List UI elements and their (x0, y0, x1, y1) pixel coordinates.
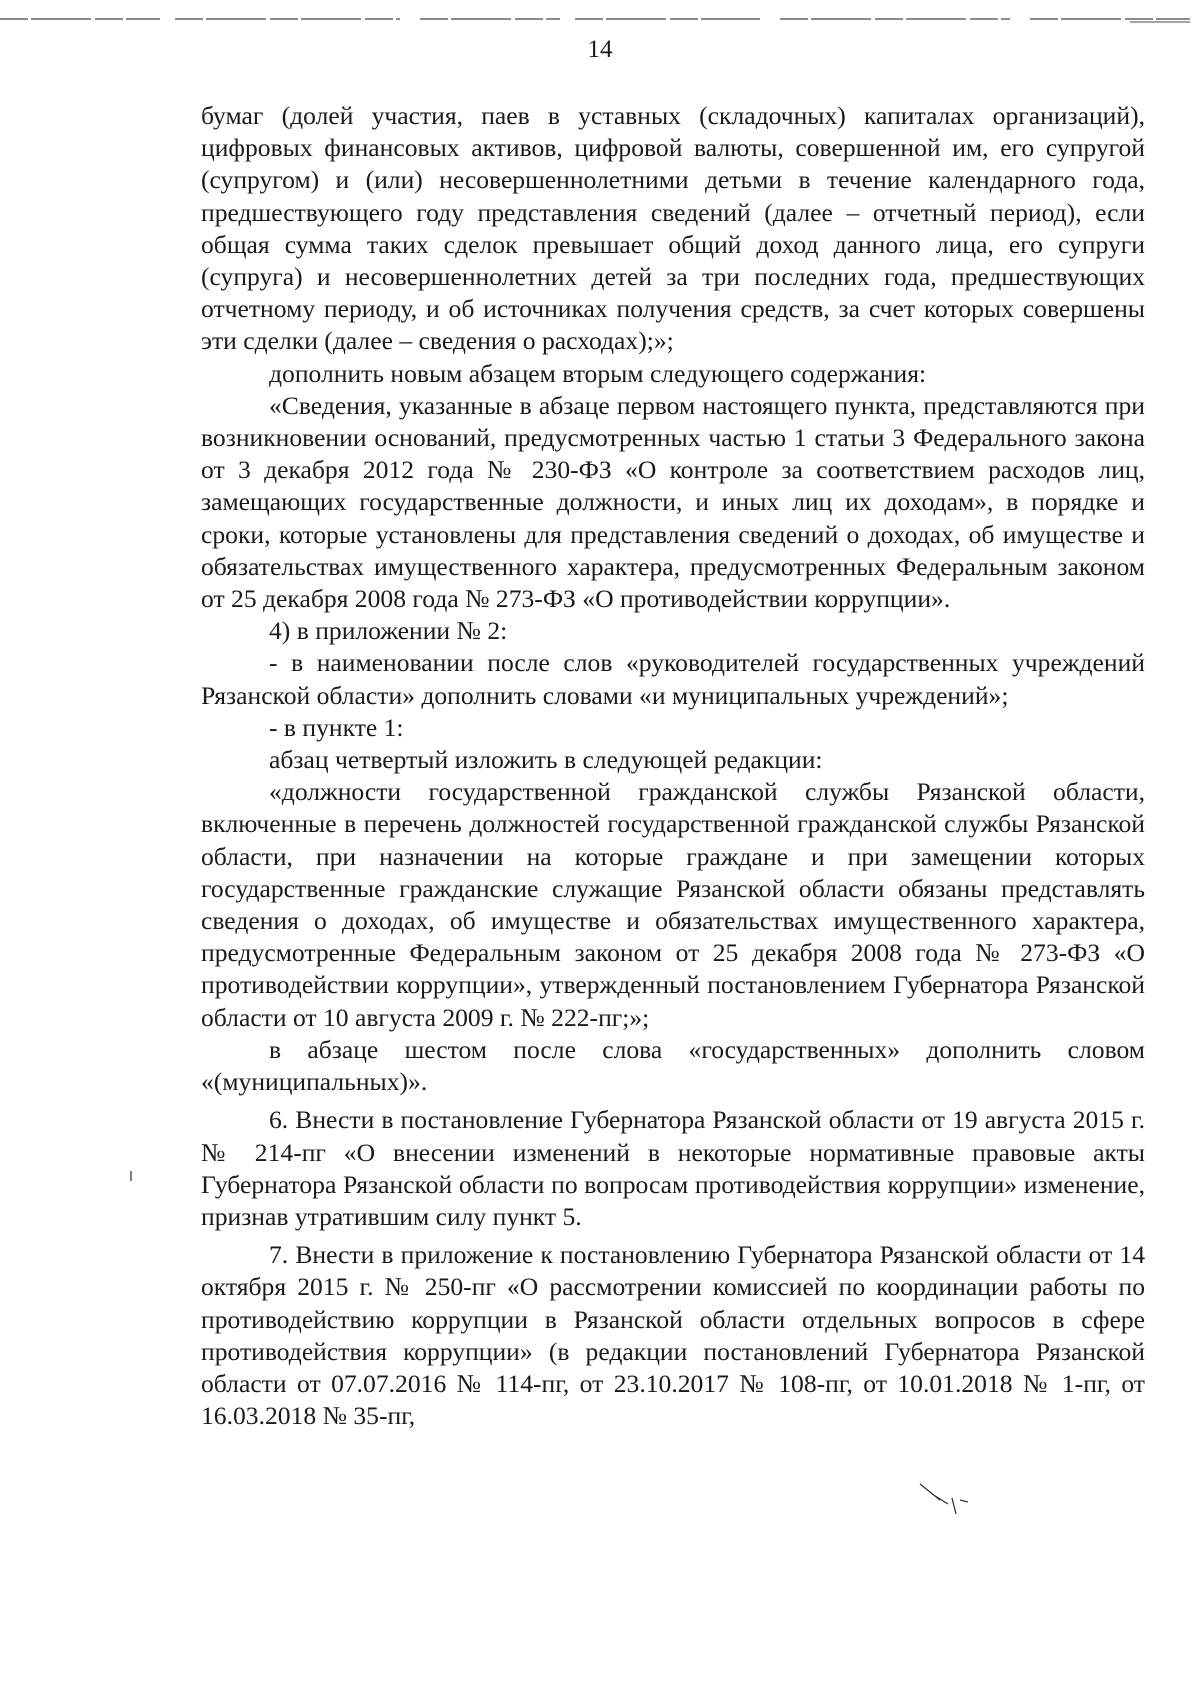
signature-mark (918, 1480, 978, 1520)
paragraph-abzac-chetvertyi: абзац четвертый изложить в следующей редакции: (269, 745, 823, 775)
document-body (201, 100, 1145, 1432)
scan-edge-line (0, 16, 1200, 24)
paragraph-item-4: 4) в приложении № 2: (269, 616, 508, 646)
page-number: 14 (587, 36, 613, 63)
paragraph-quote-svedeniya: «Сведения, указанные в абзаце первом настоящего пункта, представляются при возникновении оснований, предусмотренных частью 1 статьи 3 Федерального закона от 3 декабря 2012 года № 230-ФЗ «О контроле за соответствием расходов лиц, замещающих государственные должности, и иных лиц их доходам», в порядке и сроки, которые установлены для представления сведений о доходах, об имуществе и обязательствах имущественного характера, предусмотренных Федеральным законом от 25 декабря 2008 года № 273-ФЗ «О противодействии коррупции». (201, 390, 1145, 614)
paragraph-punkt-1: - в пункте 1: (269, 712, 404, 742)
paragraph-item-6: 6. Внести в постановление Губернатора Рязанской области от 19 августа 2015 г. № 214-пг «О внесении изменений в некоторые нормативные правовые акты Губернатора Рязанской области по вопросам противодействия коррупции» изменение, признав утратившим силу пункт 5. (201, 1105, 1145, 1231)
paragraph-naimenovanie: - в наименовании после слов «руководителей государственных учреждений Рязанской области» дополнить словами «и муниципальных учреждений»; (201, 648, 1145, 710)
scan-speck (128, 1170, 134, 1182)
paragraph-item-7: 7. Внести в приложение к постановлению Губернатора Рязанской области от 14 октября 2015 г. № 250-пг «О рассмотрении комиссией по координации работы по противодействию коррупции в Рязанской области отдельных вопросов в сфере противодействия коррупции» (в редакции постановлений Губернатора Рязанской области от 07.07.2016 № 114-пг, от 23.10.2017 № 108-пг, от 10.01.2018 № 1-пг, от 16.03.2018 № 35-пг, (201, 1240, 1145, 1431)
paragraph-add-abzac: дополнить новым абзацем вторым следующего содержания: (269, 358, 927, 388)
paragraph-quote-dolzhnosti: «должности государственной гражданской службы Рязанской области, включенные в перечень должностей государственной гражданской службы Рязанской области, при назначении на которые граждане и при замещении которых государственные гражданские служащие Рязанской области обязаны представлять сведения о доходах, об имуществе и обязательствах имущественного характера, предусмотренные Федеральным законом от 25 декабря 2008 года № 273-ФЗ «О противодействии коррупции», утвержденный постановлением Губернатора Рязанской области от 10 августа 2009 г. № 222-пг;»; (201, 777, 1145, 1032)
paragraph-continuation: бумаг (долей участия, паев в уставных (складочных) капиталах организаций), цифровых финансовых активов, цифровой валюты, совершенной им, его супругой (супругом) и (или) несовершеннолетними детьми в течение календарного года, предшествующего году представления сведений (далее – отчетный период), если общая сумма таких сделок превышает общий доход данного лица, его супруги (супруга) и несовершеннолетних детей за три последних года, предшествующих отчетному периоду, и об источниках получения средств, за счет которых совершены эти сделки (далее – сведения о расходах);»; (201, 101, 1145, 356)
paragraph-abzac-shestoi: в абзаце шестом после слова «государственных» дополнить словом «(муниципальных)». (201, 1034, 1145, 1097)
